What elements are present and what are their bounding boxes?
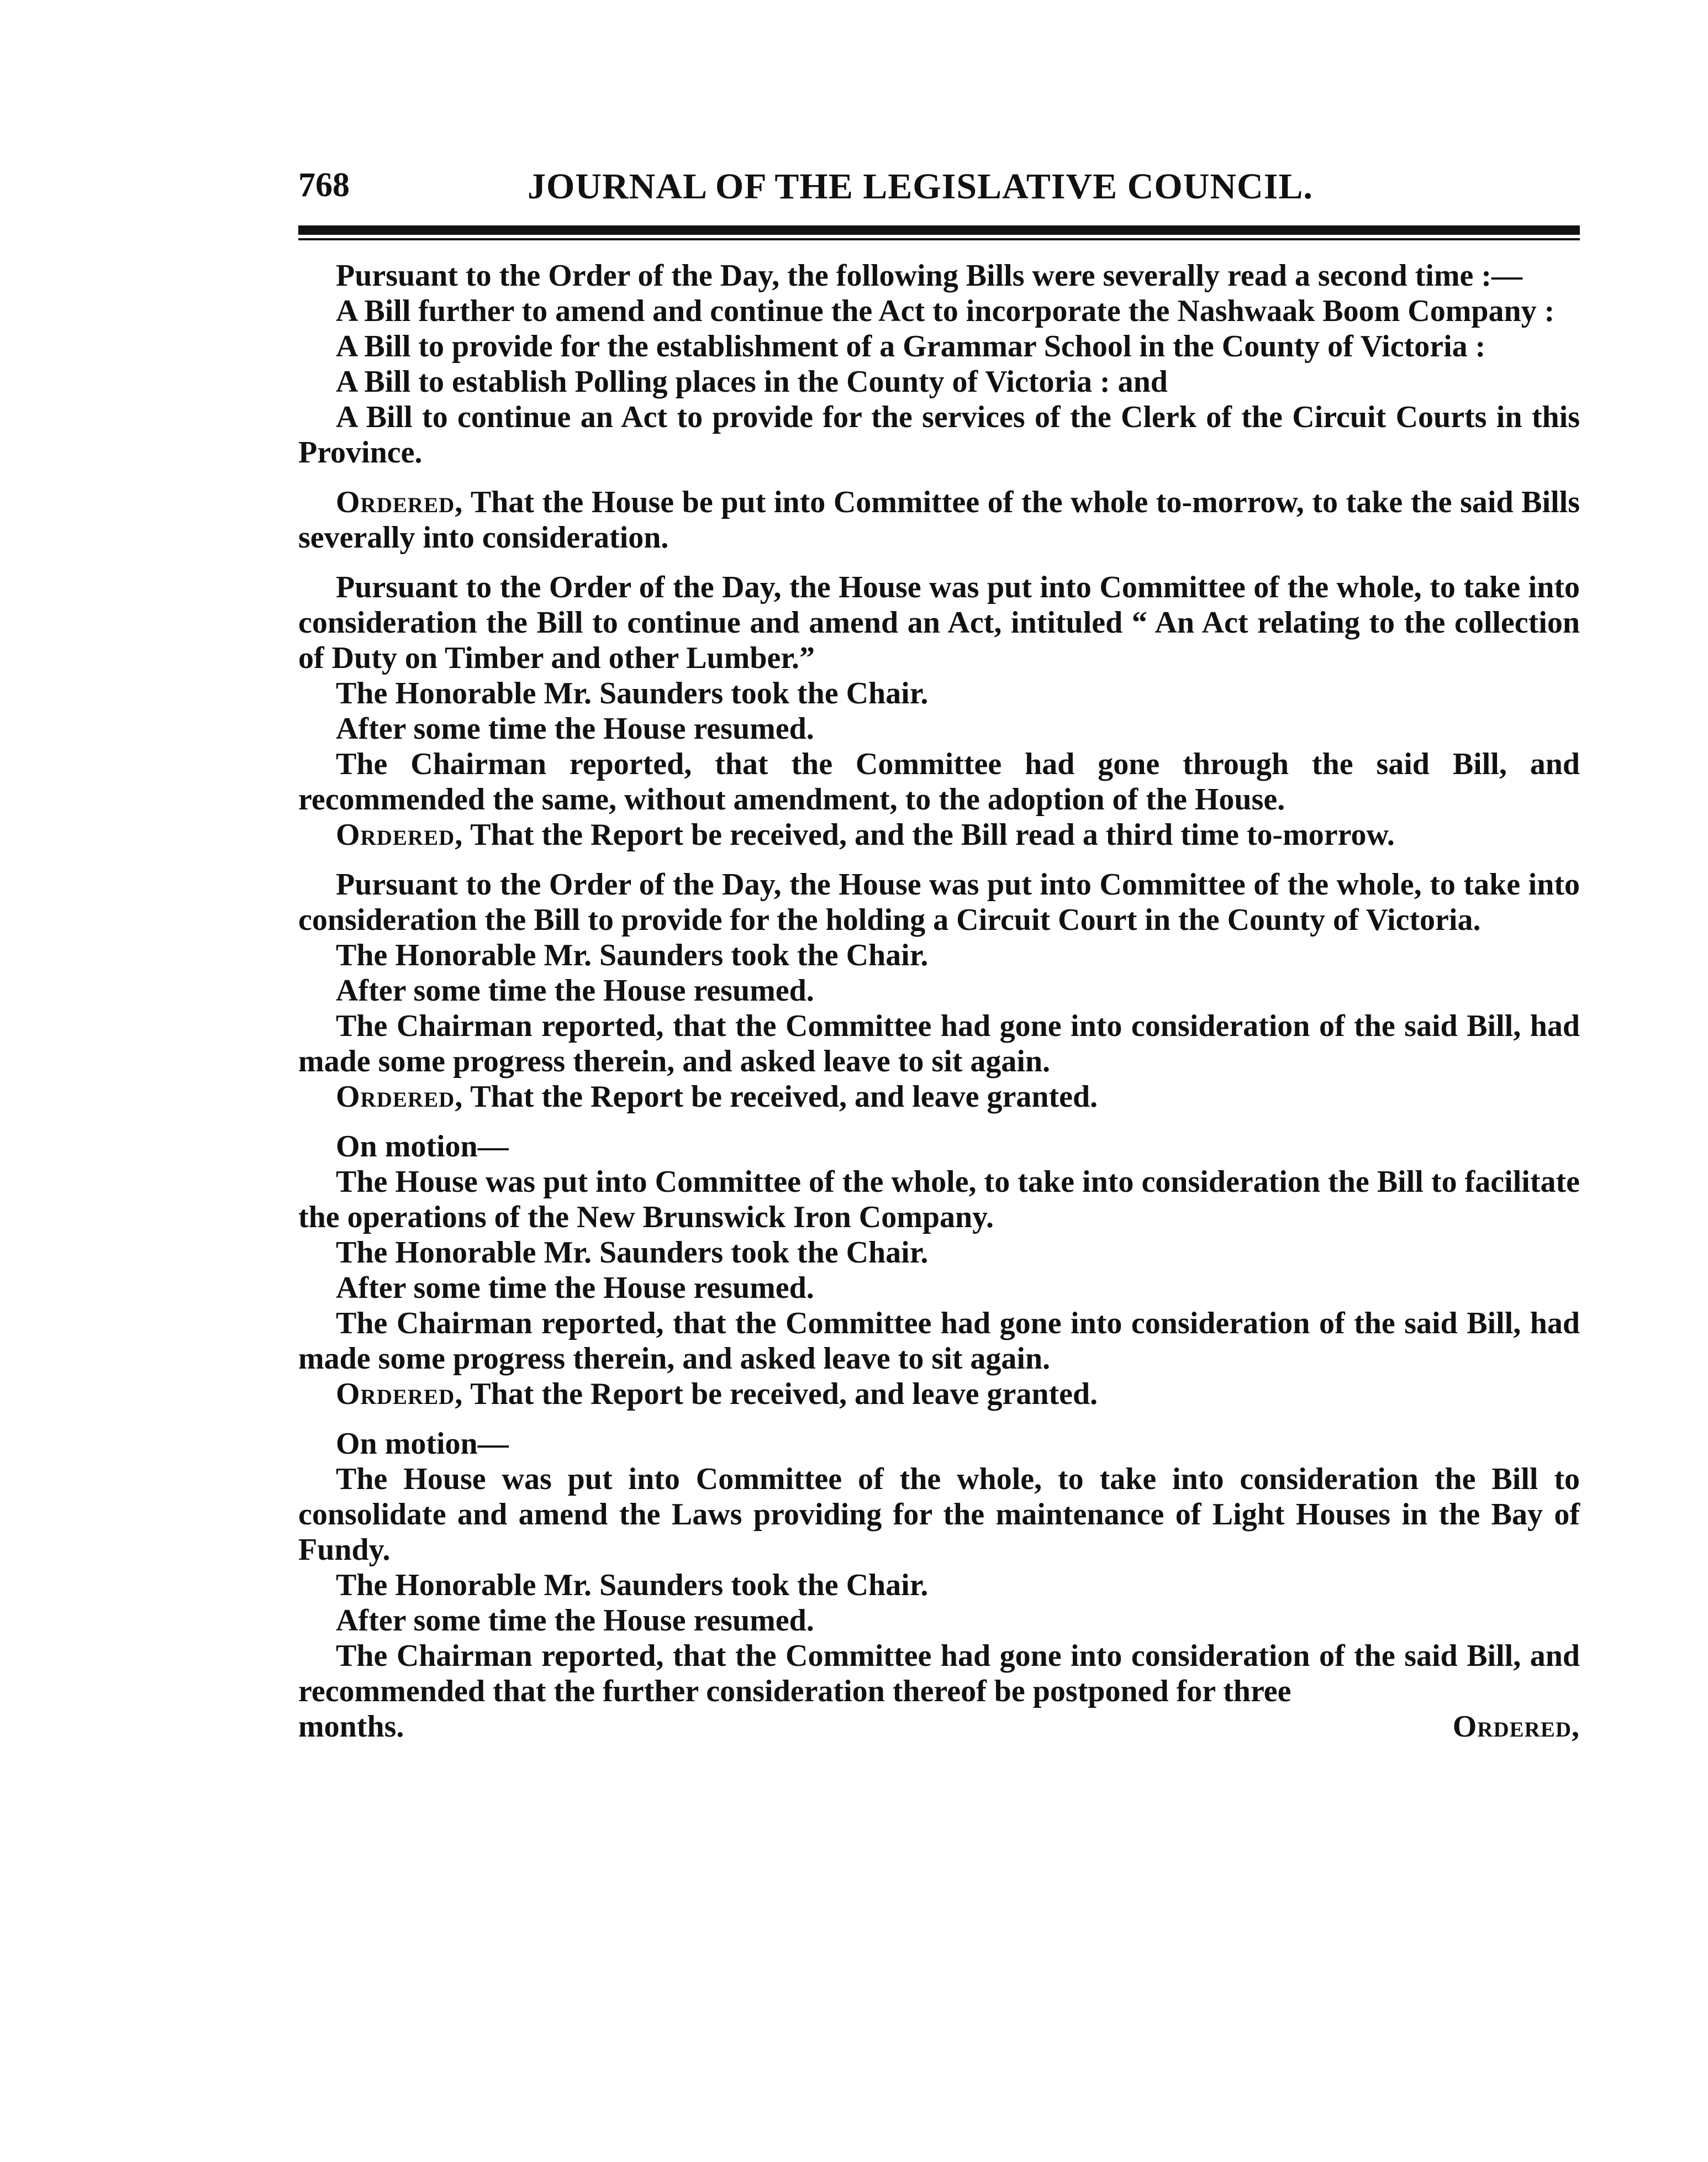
final-line [298, 1709, 1580, 1744]
chairman-report-postponed: The Chairman reported, that the Committee had gone into consideration of the said Bill, and recommended that the further consideration thereof be postponed for three [298, 1639, 1580, 1708]
journal-page [298, 166, 1580, 1744]
order-leave-granted [298, 1376, 1580, 1412]
paragraph-second-reading: Pursuant to the Order of the Day, the following Bills were severally read a second time :— [336, 259, 1522, 293]
running-title: JOURNAL OF THE LEGISLATIVE COUNCIL. [528, 166, 1313, 207]
order-text: That the Report be received, and the Bill read a third time to-morrow. [463, 818, 1395, 852]
page-header [298, 166, 1580, 221]
chair-taken: The Honorable Mr. Saunders took the Chair. [336, 676, 929, 711]
house-resumed: After some time the House resumed. [336, 712, 814, 746]
bill-polling-places: A Bill to establish Polling places in the County of Victoria : and [336, 365, 1168, 399]
paragraph-timber-duty-bill: Pursuant to the Order of the Day, the House was put into Committee of the whole, to take into consideration the Bill to continue and amend an Act, intituled “ An Act relating to the collection of Duty on Timber and other Lumber.” [298, 570, 1580, 675]
bill-nashwaak-boom: A Bill further to amend and continue the Act to incorporate the Nashwaak Boom Company : [336, 294, 1555, 328]
header-rule-thin [298, 238, 1580, 240]
ordered-label: Ordered, [336, 818, 463, 852]
order-third-reading [298, 817, 1580, 853]
order-text: That the Report be received, and leave granted. [463, 1080, 1098, 1114]
header-rule-thick [298, 225, 1580, 235]
paragraph-light-houses-bill: The House was put into Committee of the whole, to take into consideration the Bill to consolidate and amend the Laws providing for the maintenance of Light Houses in the Bay of Fundy. [298, 1462, 1580, 1567]
chair-taken: The Honorable Mr. Saunders took the Chair. [336, 938, 929, 972]
order-text: That the House be put into Committee of the whole to-morrow, to take the said Bills severally into consideration. [298, 485, 1580, 555]
chair-taken: The Honorable Mr. Saunders took the Chair. [336, 1235, 929, 1270]
house-resumed: After some time the House resumed. [336, 974, 814, 1008]
chairman-report: The Chairman reported, that the Committee had gone into consideration of the said Bill, had made some progress therein, and asked leave to sit again. [298, 1009, 1580, 1079]
order-text: That the Report be received, and leave granted. [463, 1377, 1098, 1411]
order-leave-granted [298, 1079, 1580, 1114]
order-committee-tomorrow [298, 485, 1580, 555]
on-motion: On motion— [336, 1129, 509, 1164]
on-motion: On motion— [336, 1427, 509, 1461]
ordered-label: Ordered, [336, 1080, 463, 1114]
catchword: Ordered, [1452, 1709, 1580, 1744]
house-resumed: After some time the House resumed. [336, 1603, 814, 1638]
final-line-text: months. [298, 1709, 404, 1744]
bill-clerk-circuit-courts: A Bill to continue an Act to provide for the services of the Clerk of the Circuit Courts in this Province. [298, 400, 1580, 470]
bill-grammar-school: A Bill to provide for the establishment of a Grammar School in the County of Victoria : [336, 329, 1486, 364]
chairman-report: The Chairman reported, that the Committee had gone through the said Bill, and recommended the same, without amendment, to the adoption of the House. [298, 747, 1580, 817]
chair-taken: The Honorable Mr. Saunders took the Chair. [336, 1568, 929, 1602]
paragraph-iron-company-bill: The House was put into Committee of the whole, to take into consideration the Bill to facilitate the operations of the New Brunswick Iron Company. [298, 1165, 1580, 1234]
page-number: 768 [298, 166, 350, 204]
paragraph-circuit-court-bill: Pursuant to the Order of the Day, the House was put into Committee of the whole, to take into consideration the Bill to provide for the holding a Circuit Court in the County of Victoria. [298, 867, 1580, 937]
chairman-report: The Chairman reported, that the Committee had gone into consideration of the said Bill, had made some progress therein, and asked leave to sit again. [298, 1306, 1580, 1376]
ordered-label: Ordered, [336, 1377, 463, 1411]
ordered-label: Ordered, [336, 485, 463, 519]
house-resumed: After some time the House resumed. [336, 1271, 814, 1305]
